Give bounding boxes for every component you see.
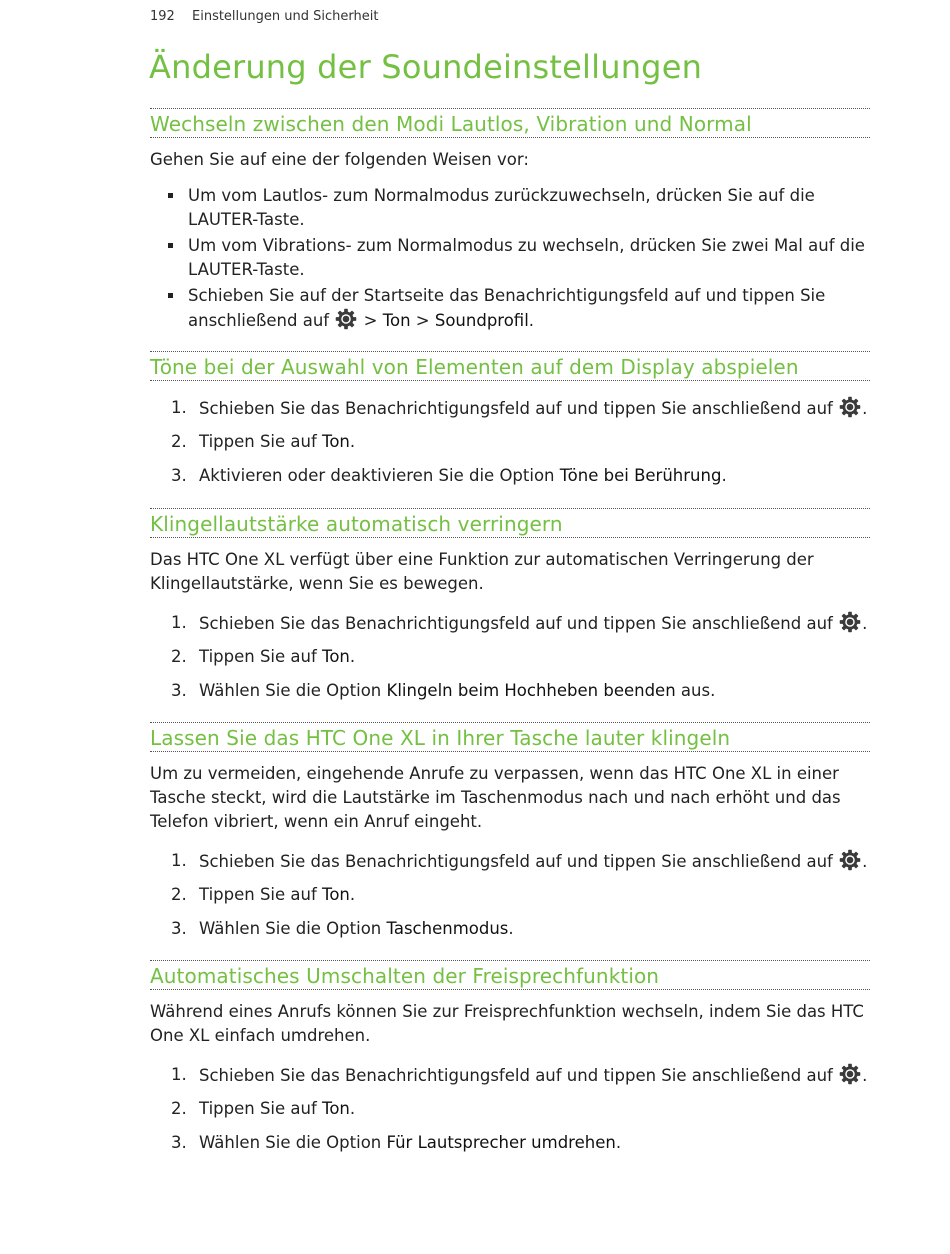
section-heading-box bbox=[150, 508, 870, 538]
ui-term: Taschenmodus bbox=[386, 919, 509, 938]
bullet-text: Um vom Vibrations- zum Normalmodus zu wechseln, drücken Sie zwei Mal auf die LAUTER-Taste. bbox=[188, 236, 865, 279]
step-text: Tippen Sie auf bbox=[199, 885, 317, 904]
section-heading-box bbox=[150, 351, 870, 381]
punctuation: . bbox=[862, 1066, 868, 1085]
bullet-list bbox=[150, 184, 870, 333]
step-list bbox=[150, 611, 870, 713]
path-separator: > bbox=[363, 311, 378, 330]
punctuation: . bbox=[721, 466, 727, 485]
step-item bbox=[150, 883, 870, 917]
step-number: 1. bbox=[171, 398, 187, 417]
ui-term: Ton bbox=[322, 432, 350, 451]
step-item bbox=[150, 1097, 870, 1131]
step-number: 3. bbox=[171, 466, 187, 485]
step-text: Tippen Sie auf bbox=[199, 647, 317, 666]
step-number: 3. bbox=[171, 919, 187, 938]
step-number: 2. bbox=[171, 885, 187, 904]
step-list bbox=[150, 849, 870, 951]
settings-gear-icon bbox=[335, 308, 357, 330]
step-number: 1. bbox=[171, 1065, 187, 1084]
step-text: Wählen Sie die Option bbox=[199, 1133, 382, 1152]
ui-term-ton: Ton bbox=[382, 311, 411, 330]
ui-term-soundprofil: Soundprofil bbox=[434, 311, 529, 330]
section-touch-sounds bbox=[150, 351, 870, 498]
ui-term: Ton bbox=[322, 647, 350, 666]
punctuation: . bbox=[349, 1099, 356, 1118]
section-speakerphone-flip bbox=[150, 960, 870, 1165]
section-heading-box bbox=[150, 722, 870, 752]
step-text: Wählen Sie die Option bbox=[199, 919, 382, 938]
step-item bbox=[150, 849, 870, 883]
bullet-mark bbox=[168, 193, 173, 198]
section-heading: Lassen Sie das HTC One XL in Ihrer Tasche lauter klingeln bbox=[150, 726, 731, 750]
punctuation: aus. bbox=[675, 681, 716, 700]
punctuation: . bbox=[862, 399, 868, 418]
section-intro: Während eines Anrufs können Sie zur Freisprechfunktion wechseln, indem Sie das HTC One XL einfach umdrehen. bbox=[150, 1002, 864, 1045]
step-number: 2. bbox=[171, 1099, 187, 1118]
punctuation: . bbox=[508, 919, 514, 938]
punctuation: . bbox=[528, 311, 535, 330]
settings-gear-icon bbox=[839, 611, 861, 633]
bullet-text: Schieben Sie auf der Startseite das Benachrichtigungsfeld auf und tippen Sie anschließend auf bbox=[188, 286, 826, 330]
punctuation: . bbox=[615, 1133, 622, 1152]
bullet-mark bbox=[168, 293, 173, 298]
section-heading: Automatisches Umschalten der Freisprechfunktion bbox=[150, 964, 660, 988]
settings-gear-icon bbox=[839, 849, 861, 871]
step-item bbox=[150, 645, 870, 679]
step-number: 1. bbox=[171, 851, 187, 870]
section-heading-box bbox=[150, 960, 870, 990]
punctuation: . bbox=[349, 647, 356, 666]
section-intro: Das HTC One XL verfügt über eine Funktion zur automatischen Verringerung der Klingellautstärke, wenn Sie es bewegen. bbox=[150, 550, 814, 593]
settings-gear-icon bbox=[839, 1063, 861, 1085]
chapter-title: Einstellungen und Sicherheit bbox=[192, 9, 379, 24]
step-number: 2. bbox=[171, 432, 187, 451]
punctuation: . bbox=[862, 852, 868, 871]
step-text: Tippen Sie auf bbox=[199, 432, 317, 451]
punctuation: . bbox=[349, 432, 356, 451]
step-text: Schieben Sie das Benachrichtigungsfeld auf und tippen Sie anschließend auf bbox=[199, 1066, 833, 1085]
step-item bbox=[150, 1131, 870, 1165]
section-heading: Klingellautstärke automatisch verringern bbox=[150, 512, 563, 536]
section-ring-volume-reduce bbox=[150, 508, 870, 713]
step-item bbox=[150, 464, 870, 498]
page-number: 192 bbox=[150, 9, 175, 24]
ui-term: Klingeln beim Hochheben beenden bbox=[386, 681, 676, 700]
step-item bbox=[150, 611, 870, 645]
section-heading-box bbox=[150, 108, 870, 138]
bullet-mark bbox=[168, 243, 173, 248]
path-separator: > bbox=[415, 311, 430, 330]
bullet-item bbox=[150, 284, 870, 333]
step-item bbox=[150, 430, 870, 464]
step-number: 3. bbox=[171, 1133, 187, 1152]
section-heading: Wechseln zwischen den Modi Lautlos, Vibration und Normal bbox=[150, 112, 752, 136]
step-text: Wählen Sie die Option bbox=[199, 681, 382, 700]
step-list bbox=[150, 1063, 870, 1165]
step-text: Tippen Sie auf bbox=[199, 1099, 317, 1118]
section-silent-vibration-normal bbox=[150, 108, 870, 335]
bullet-item bbox=[150, 184, 870, 232]
ui-term: Für Lautsprecher umdrehen bbox=[386, 1133, 616, 1152]
step-item bbox=[150, 1063, 870, 1097]
running-header bbox=[150, 9, 378, 24]
step-number: 1. bbox=[171, 613, 187, 632]
step-list bbox=[150, 396, 870, 498]
section-intro: Um zu vermeiden, eingehende Anrufe zu verpassen, wenn das HTC One XL in einer Tasche steckt, wird die Lautstärke im Taschenmodus nach und nach erhöht und das Telefon vibriert, wenn ein Anruf eingeht. bbox=[150, 764, 841, 831]
step-number: 2. bbox=[171, 647, 187, 666]
step-text: Schieben Sie das Benachrichtigungsfeld auf und tippen Sie anschließend auf bbox=[199, 852, 833, 871]
ui-term: Ton bbox=[322, 1099, 350, 1118]
step-number: 3. bbox=[171, 681, 187, 700]
punctuation: . bbox=[349, 885, 356, 904]
bullet-item bbox=[150, 234, 870, 282]
section-pocket-mode bbox=[150, 722, 870, 951]
step-item bbox=[150, 396, 870, 430]
step-item bbox=[150, 679, 870, 713]
settings-gear-icon bbox=[839, 396, 861, 418]
ui-term: Ton bbox=[322, 885, 350, 904]
step-item bbox=[150, 917, 870, 951]
step-text: Aktivieren oder deaktivieren Sie die Option bbox=[199, 466, 555, 485]
step-text: Schieben Sie das Benachrichtigungsfeld auf und tippen Sie anschließend auf bbox=[199, 399, 833, 418]
page-title: Änderung der Soundeinstellungen bbox=[149, 48, 703, 86]
section-heading: Töne bei der Auswahl von Elementen auf dem Display abspielen bbox=[150, 355, 799, 379]
step-text: Schieben Sie das Benachrichtigungsfeld auf und tippen Sie anschließend auf bbox=[199, 614, 833, 633]
ui-term: Töne bei Berührung bbox=[559, 466, 722, 485]
section-intro: Gehen Sie auf eine der folgenden Weisen vor: bbox=[150, 150, 529, 169]
punctuation: . bbox=[862, 614, 868, 633]
bullet-text: Um vom Lautlos- zum Normalmodus zurückzuwechseln, drücken Sie auf die LAUTER-Taste. bbox=[188, 186, 815, 229]
